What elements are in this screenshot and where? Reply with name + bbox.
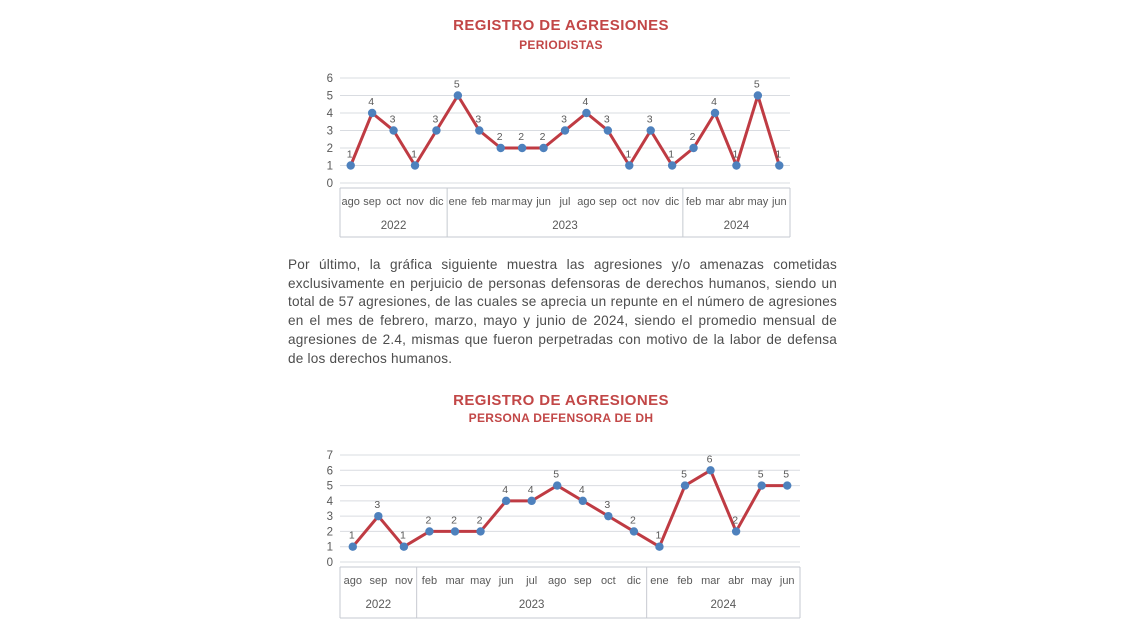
year-label: 2023: [518, 599, 545, 611]
month-label: mar: [705, 196, 725, 208]
data-point-label: 2: [476, 514, 483, 527]
data-point-marker: [689, 144, 697, 152]
data-point-marker: [668, 161, 676, 169]
month-label: oct: [386, 196, 401, 208]
month-label: dic: [626, 575, 641, 587]
y-tick-label: 2: [326, 526, 333, 539]
data-point-marker: [368, 109, 376, 117]
year-label: 2024: [710, 599, 737, 611]
month-label: dic: [429, 196, 444, 208]
series-line: [353, 468, 790, 546]
year-label: 2022: [365, 599, 392, 611]
data-point-marker: [775, 161, 783, 169]
data-point-marker: [349, 543, 357, 551]
data-point-marker: [732, 161, 740, 169]
month-label: dic: [665, 196, 680, 208]
data-point-label: 4: [578, 483, 585, 496]
y-tick-label: 4: [326, 108, 333, 120]
data-point-label: 1: [732, 148, 739, 161]
data-point-marker: [475, 126, 483, 134]
month-label: feb: [677, 575, 693, 587]
data-point-marker: [561, 126, 569, 134]
data-point-label: 5: [681, 468, 687, 481]
month-label: jul: [526, 575, 538, 587]
month-label: jul: [559, 196, 571, 208]
month-label: sep: [363, 196, 382, 208]
data-point-label: 5: [553, 468, 560, 481]
month-label: ago: [577, 196, 596, 208]
month-label: jun: [536, 196, 551, 208]
month-label: sep: [598, 196, 617, 208]
month-label: ene: [448, 196, 468, 208]
month-label: nov: [395, 575, 413, 587]
chart-defensores-subtitle: PERSONA DEFENSORA DE DH: [468, 411, 654, 425]
month-label: feb: [471, 196, 487, 208]
month-label: sep: [573, 575, 592, 587]
y-tick-label: 5: [326, 480, 333, 493]
data-point-label: 3: [603, 113, 610, 126]
gridlines: [340, 455, 800, 562]
data-point-marker: [497, 144, 505, 152]
chart-defensores-title: REGISTRO DE AGRESIONES: [453, 392, 669, 409]
data-point-marker: [527, 497, 535, 505]
month-labels: [342, 196, 787, 208]
month-label: ago: [343, 575, 362, 587]
data-point-marker: [553, 481, 561, 489]
month-label: ene: [650, 575, 669, 587]
data-point-marker: [579, 497, 587, 505]
data-point-marker: [374, 512, 382, 520]
month-label: feb: [685, 196, 702, 208]
data-point-label: 2: [518, 131, 525, 143]
data-point-marker: [655, 543, 663, 551]
data-point-marker: [400, 543, 408, 551]
data-point-marker: [625, 161, 633, 169]
data-point-marker: [604, 512, 612, 520]
month-label: mar: [491, 196, 511, 208]
data-point-label: 2: [732, 514, 739, 527]
data-point-marker: [732, 527, 740, 535]
data-point-label: 1: [775, 148, 782, 161]
month-label: feb: [421, 575, 438, 587]
y-tick-label: 7: [326, 450, 333, 462]
month-label: may: [470, 575, 491, 587]
year-label: 2023: [552, 220, 578, 232]
data-point-marker: [582, 109, 590, 117]
data-point-label: 3: [432, 113, 439, 126]
data-point-label: 1: [668, 148, 675, 161]
month-label: may: [751, 575, 773, 587]
data-point-label: 5: [453, 78, 460, 91]
data-point-label: 3: [604, 499, 611, 512]
year-label: 2022: [380, 220, 407, 232]
y-tick-label: 6: [326, 465, 333, 478]
year-labels: [366, 599, 737, 611]
data-point-marker: [411, 161, 419, 169]
data-point-marker: [425, 527, 433, 535]
y-tick-label: 4: [326, 495, 333, 508]
data-point-marker: [647, 126, 655, 134]
month-label: oct: [621, 196, 637, 208]
data-point-label: 5: [757, 468, 764, 481]
data-point-marker: [476, 527, 484, 535]
data-point-marker: [347, 161, 355, 169]
month-label: sep: [369, 575, 388, 587]
data-point-label: 2: [689, 131, 696, 143]
data-point-label: 5: [783, 468, 790, 481]
month-label: jun: [779, 575, 795, 587]
data-point-label: 4: [502, 483, 509, 496]
year-label: 2024: [723, 220, 750, 232]
data-point-marker: [518, 144, 526, 152]
data-point-label: 1: [625, 148, 632, 161]
data-point-marker: [451, 527, 459, 535]
body-paragraph: Por último, la gráfica siguiente muestra las agresiones y/o amenazas cometidas exclusivamente en perjuicio de personas defensoras de derechos humanos, siendo un total de 57 agresiones, de las cuales se aprecia un repunte en el número de agresiones en el mes de febrero, marzo, mayo y junio de 2024, siendo el promedio mensual de agresiones de 2.4, mismas que fueron perpetradas con motivo de la labor de defensa de los derechos humanos.: [288, 257, 837, 366]
data-point-label: 2: [539, 131, 546, 143]
data-point-label: 2: [451, 514, 457, 527]
month-label: ago: [341, 196, 360, 208]
chart-periodistas-subtitle: PERIODISTAS: [519, 38, 603, 52]
data-point-label: 3: [646, 113, 653, 126]
data-point-label: 3: [374, 499, 381, 512]
data-point-label: 3: [561, 113, 567, 126]
data-point-label: 4: [711, 96, 717, 108]
data-point-label: 1: [411, 148, 417, 161]
data-point-label: 1: [655, 529, 662, 542]
data-point-label: 1: [399, 529, 406, 542]
line-chart-defensores: [308, 448, 813, 623]
month-label: abr: [728, 575, 745, 587]
data-point-label: 1: [348, 529, 355, 542]
y-tick-label: 5: [326, 90, 333, 103]
y-tick-label: 3: [326, 125, 333, 138]
y-axis-tick-labels: [327, 73, 334, 190]
month-label: mar: [701, 575, 721, 587]
data-point-marker: [502, 497, 510, 505]
y-tick-label: 2: [326, 143, 333, 155]
line-chart-periodistas: [308, 70, 800, 242]
data-point-marker: [604, 126, 612, 134]
data-point-label: 6: [706, 453, 713, 466]
data-point-marker: [630, 527, 638, 535]
month-label: may: [511, 196, 533, 208]
data-point-marker: [783, 481, 791, 489]
month-label: jun: [771, 196, 787, 208]
data-point-marker: [754, 91, 762, 99]
data-point-label: 4: [527, 483, 534, 496]
y-tick-label: 1: [326, 541, 333, 554]
data-point-label: 4: [368, 96, 375, 108]
year-labels: [381, 220, 750, 232]
y-tick-label: 0: [326, 178, 333, 190]
data-point-marker: [454, 91, 462, 99]
y-tick-label: 6: [326, 73, 333, 85]
data-point-marker: [389, 126, 397, 134]
chart-periodistas-title: REGISTRO DE AGRESIONES: [453, 17, 669, 34]
month-label: abr: [728, 196, 745, 208]
data-point-label: 2: [425, 514, 432, 527]
y-tick-label: 1: [326, 160, 333, 173]
data-point-marker: [706, 466, 714, 474]
data-point-label: 5: [753, 78, 760, 91]
month-label: ago: [548, 575, 567, 587]
y-axis-tick-labels: [327, 450, 334, 569]
data-point-marker: [681, 481, 689, 489]
data-point-marker: [711, 109, 719, 117]
month-label: oct: [600, 575, 616, 587]
data-point-marker: [539, 144, 547, 152]
data-point-label: 4: [582, 96, 589, 108]
month-label: may: [747, 196, 769, 208]
month-label: jun: [498, 575, 514, 587]
data-point-label: 3: [389, 113, 396, 126]
y-tick-label: 3: [326, 511, 333, 524]
month-label: mar: [445, 575, 465, 587]
data-point-marker: [757, 481, 765, 489]
data-point-label: 3: [475, 113, 482, 126]
data-point-label: 1: [346, 148, 353, 161]
data-point-label: 2: [496, 131, 503, 143]
y-tick-label: 0: [326, 557, 333, 569]
data-point-marker: [432, 126, 440, 134]
month-labels: [344, 575, 795, 587]
month-label: nov: [406, 196, 424, 208]
data-point-label: 2: [629, 514, 636, 527]
month-label: nov: [641, 196, 660, 208]
